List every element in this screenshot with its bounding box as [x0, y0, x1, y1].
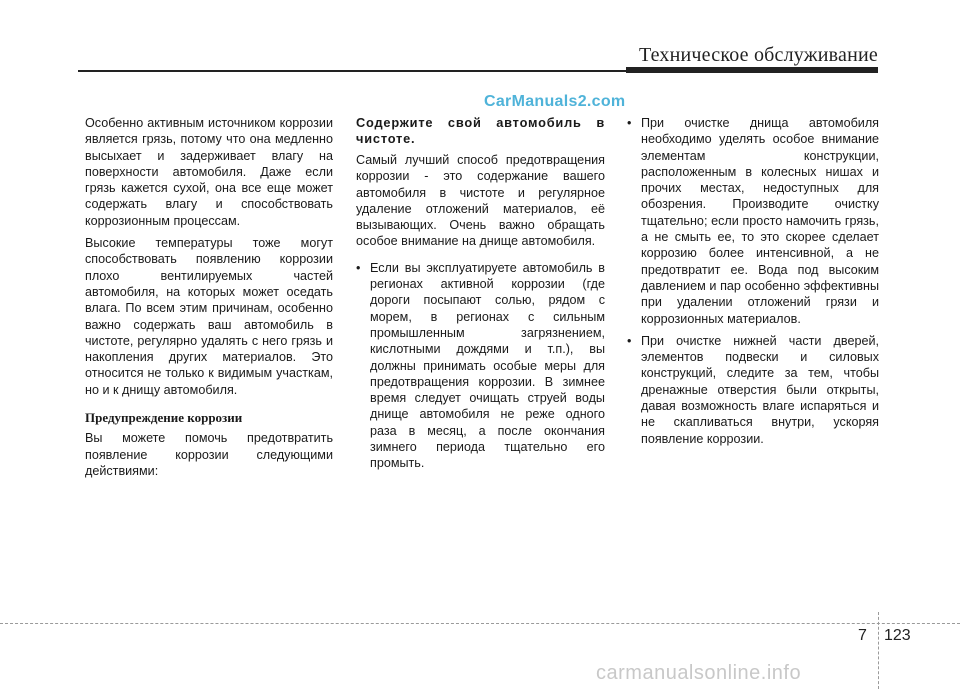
- paragraph: Самый лучший способ предотвращения коррозии - это содержание вашего автомобиля в чистоте и регулярное удаление отложений материалов, её вызывающих. Очень важно обращать особое внимание на днище автомобиля.: [356, 153, 605, 249]
- bullet-item: [627, 115, 879, 327]
- watermark-footer: carmanualsonline.info: [596, 662, 802, 684]
- bullet-text: Если вы эксплуатируете автомобиль в регионах активной коррозии (где дороги посыпают солью, рядом с морем, в регионах с сильным промышленным загрязнением, кислотными дождями и т.п.), вы должны принимать особые меры для предотвращения коррозии. В зимнее время следует очищать струей воды днище автомобиля не реже одного раза в месяц, а после окончания зимнего периода тщательно его промыть.: [370, 260, 605, 471]
- text-column-1: [85, 115, 333, 485]
- bullet-icon: •: [627, 116, 632, 130]
- bullet-item: [627, 333, 879, 447]
- bullet-icon: •: [356, 260, 361, 275]
- watermark-logo[interactable]: CarManuals2.com: [484, 93, 626, 110]
- paragraph: Высокие температуры тоже могут способствовать появлению коррозии плохо вентилируемых частей автомобиля, на которых может оседать влага. По всем этим причинам, особенно важно содержать ваш автомобиль в чистоте, регулярно удалять с него грязь и накопления других материалов. Это относится не только к видимым участкам, но и к днищу автомобиля.: [85, 236, 333, 397]
- paragraph: Особенно активным источником коррозии является грязь, потому что она медленно высыхает и задерживает влагу на поверхности автомобиля. Даже если грязь кажется сухой, она все еще может содержать влагу и способствовать коррозионным процессам.: [85, 116, 333, 228]
- page-number: 123: [884, 627, 911, 644]
- subsection-heading: Содержите свой автомобиль в чистоте.: [356, 115, 605, 146]
- paragraph: Вы можете помочь предотвратить появление коррозии следующими действиями:: [85, 431, 333, 478]
- text-column-3: [627, 115, 879, 453]
- footer-divider: [0, 623, 960, 624]
- section-title: Техническое обслуживание: [638, 44, 878, 66]
- header-rule-thick: [626, 67, 878, 73]
- section-heading: Предупреждение коррозии: [85, 410, 243, 426]
- bullet-text: При очистке днища автомобиля необходимо уделять особое внимание элементам конструкции, расположенным в колесных нишах и прочих местах, недоступных для обозрения. Производите очистку тщательно; если просто намочить грязь, а не смыть ее, то это скорее сделает коррозию более интенсивной, а не предотвратит ее. Вода под высоким давлением и пар особенно эффективны при удалении отложений грязи и коррозионных материалов.: [641, 116, 879, 326]
- text-column-2: [356, 115, 605, 478]
- header-rule-thin: [78, 70, 626, 72]
- bullet-text: При очистке нижней части дверей, элементов подвески и силовых конструкций, следите за тем, чтобы дренажные отверстия были открыты, давая возможность влаге испаряться и не скапливаться внутри, ускоряя появление коррозии.: [641, 333, 879, 446]
- chapter-number: 7: [858, 627, 867, 644]
- bullet-item: [356, 260, 605, 472]
- bullet-icon: •: [627, 333, 632, 348]
- footer-vertical-divider: [878, 612, 879, 689]
